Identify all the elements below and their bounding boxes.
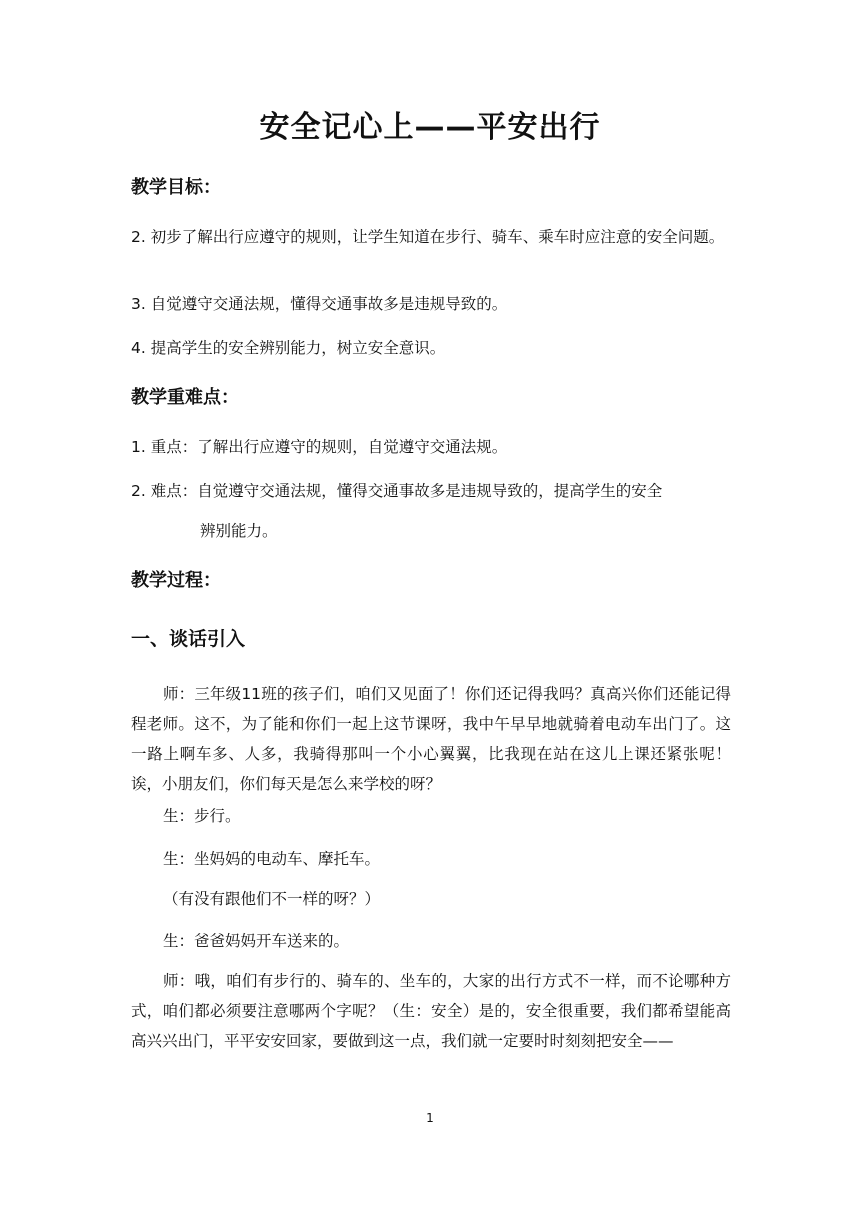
page-number: 1 <box>426 1111 434 1125</box>
process-heading: 教学过程： <box>131 570 221 591</box>
key-point-item-2-line1: 2. 难点：自觉遵守交通法规，懂得交通事故多是违规导致的，提高学生的安全 <box>131 482 663 500</box>
goal-item-3: 3. 自觉遵守交通法规，懂得交通事故多是违规导致的。 <box>131 295 508 313</box>
key-points-heading: 教学重难点： <box>131 387 239 408</box>
goals-heading: 教学目标： <box>131 177 221 198</box>
section-heading-intro: 一、谈话引入 <box>131 628 246 650</box>
key-point-item-1: 1. 重点：了解出行应遵守的规则，自觉遵守交通法规。 <box>131 438 508 456</box>
dialogue-paragraph-student-2: 生：坐妈妈的电动车、摩托车。 <box>163 850 381 868</box>
goal-item-2: 2. 初步了解出行应遵守的规则，让学生知道在步行、骑车、乘车时应注意的安全问题。 <box>131 228 725 246</box>
dialogue-paragraph-teacher-aside: （有没有跟他们不一样的呀？） <box>163 890 381 908</box>
dialogue-paragraph-teacher-2: 师：哦，咱们有步行的、骑车的、坐车的，大家的出行方式不一样，而不论哪种方式，咱们都必须要注意哪两个字呢？（生：安全）是的，安全很重要，我们都希望能高高兴兴出门，平平安安回家，要做到这一点，我们就一定要时时刻刻把安全—— <box>131 972 731 1050</box>
dialogue-paragraph-teacher-1: 师：三年级11班的孩子们，咱们又见面了！你们还记得我吗？真高兴你们还能记得程老师。这不，为了能和你们一起上这节课呀，我中午早早地就骑着电动车出门了。这一路上啊车多、人多，我骑得那叫一个小心翼翼，比我现在站在这儿上课还紧张呢！诶，小朋友们，你们每天是怎么来学校的呀？ <box>131 685 731 793</box>
dialogue-paragraph-student-3: 生：爸爸妈妈开车送来的。 <box>163 932 350 950</box>
key-point-item-2-line2: 辨别能力。 <box>200 522 278 540</box>
document-title: 安全记心上——平安出行 <box>259 110 601 145</box>
dialogue-paragraph-student-1: 生：步行。 <box>163 807 241 825</box>
goal-item-4: 4. 提高学生的安全辨别能力，树立安全意识。 <box>131 339 446 357</box>
